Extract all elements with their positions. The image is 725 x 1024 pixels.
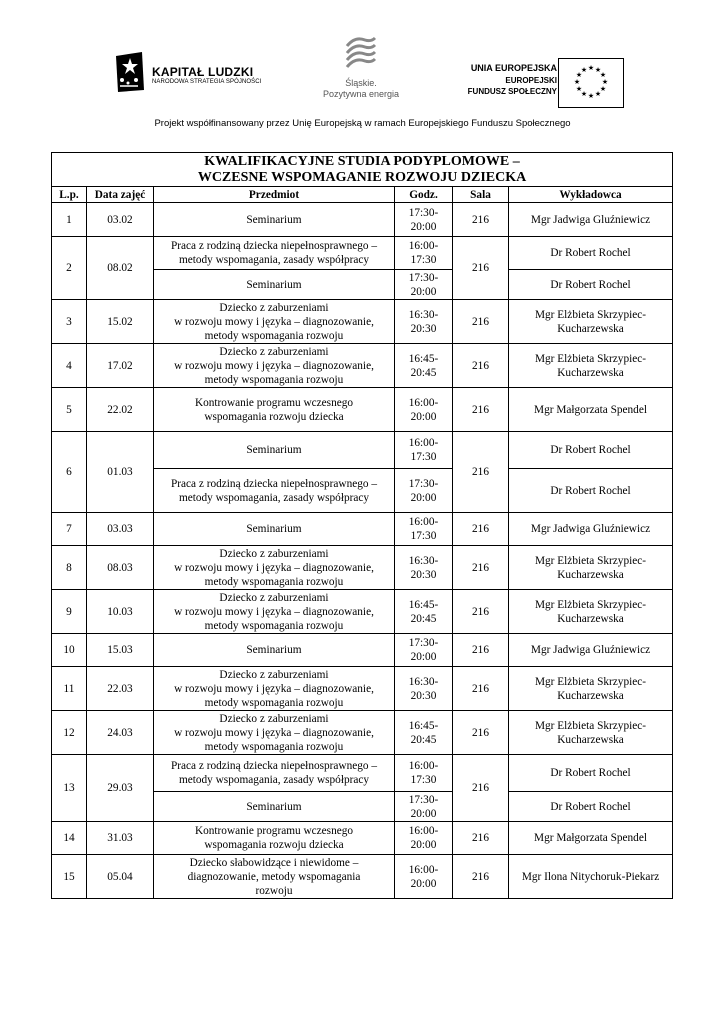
cell-hours: 16:00- 20:00	[395, 822, 453, 855]
table-row	[52, 237, 673, 270]
cell-hours: 16:45- 20:45	[395, 711, 453, 755]
cell-hours: 16:00- 20:00	[395, 855, 453, 899]
cell-lecturer: Dr Robert Rochel	[509, 792, 673, 822]
cell-lecturer: Mgr Elżbieta Skrzypiec- Kucharzewska	[509, 344, 673, 388]
cell-lp: 5	[52, 388, 87, 432]
slaskie-tagline: Pozytywna energia	[322, 89, 400, 99]
cell-date: 31.03	[87, 822, 154, 855]
svg-text:★: ★	[594, 66, 602, 74]
header-lecturer: Wykładowca	[509, 187, 673, 203]
slaskie-wave-icon	[341, 34, 381, 74]
cell-subject: Seminarium	[154, 270, 395, 300]
cell-lp: 3	[52, 300, 87, 344]
schedule-title-line2: WCZESNE WSPOMAGANIE ROZWOJU DZIECKA	[197, 170, 527, 185]
header-row	[52, 187, 673, 203]
cell-subject: Praca z rodziną dziecka niepełnosprawnego – metody wspomagania, zasady współpracy	[154, 237, 395, 270]
cell-room: 216	[453, 634, 509, 667]
cell-lecturer: Mgr Małgorzata Spendel	[509, 822, 673, 855]
cell-subject: Seminarium	[154, 432, 395, 469]
cell-hours: 16:30- 20:30	[395, 546, 453, 590]
kapital-ludzki-logo	[112, 48, 282, 96]
cell-lecturer: Mgr Jadwiga Gluźniewicz	[509, 634, 673, 667]
schedule-title	[52, 153, 673, 187]
cell-hours: 16:00- 17:30	[395, 432, 453, 469]
logo-bar	[0, 0, 725, 110]
svg-text:★: ★	[587, 64, 595, 72]
cell-hours: 17:30- 20:00	[395, 203, 453, 237]
cell-lp: 8	[52, 546, 87, 590]
svg-text:★: ★	[599, 85, 607, 93]
table-row	[52, 388, 673, 432]
cell-subject: Seminarium	[154, 792, 395, 822]
svg-text:★: ★	[580, 66, 588, 74]
header-lp: L.p.	[52, 187, 87, 203]
cell-hours: 16:00- 20:00	[395, 388, 453, 432]
cell-hours: 17:30- 20:00	[395, 270, 453, 300]
slaskie-name: Śląskie.	[345, 78, 377, 88]
svg-text:★: ★	[575, 71, 583, 79]
cell-date: 03.03	[87, 513, 154, 546]
cell-lecturer: Dr Robert Rochel	[509, 755, 673, 792]
table-row	[52, 344, 673, 388]
cell-lp: 9	[52, 590, 87, 634]
table-row	[52, 822, 673, 855]
svg-text:★: ★	[573, 78, 581, 86]
header-date: Data zajęć	[87, 187, 154, 203]
slaskie-logo	[316, 34, 406, 100]
eu-logo	[456, 58, 631, 108]
cell-lecturer: Mgr Małgorzata Spendel	[509, 388, 673, 432]
table-row	[52, 432, 673, 469]
cell-lecturer: Dr Robert Rochel	[509, 432, 673, 469]
cell-room: 216	[453, 203, 509, 237]
cell-lecturer: Mgr Elżbieta Skrzypiec- Kucharzewska	[509, 546, 673, 590]
cell-lp: 15	[52, 855, 87, 899]
table-row	[52, 667, 673, 711]
cell-date: 29.03	[87, 755, 154, 822]
cell-room: 216	[453, 590, 509, 634]
cell-room: 216	[453, 711, 509, 755]
cell-lp: 1	[52, 203, 87, 237]
cell-room: 216	[453, 300, 509, 344]
cell-lp: 4	[52, 344, 87, 388]
cell-hours: 17:30- 20:00	[395, 634, 453, 667]
cell-date: 15.02	[87, 300, 154, 344]
table-row	[52, 203, 673, 237]
cell-lecturer: Dr Robert Rochel	[509, 469, 673, 513]
cell-lecturer: Mgr Elżbieta Skrzypiec- Kucharzewska	[509, 590, 673, 634]
cell-date: 10.03	[87, 590, 154, 634]
cell-lecturer: Dr Robert Rochel	[509, 237, 673, 270]
cell-hours: 16:30- 20:30	[395, 667, 453, 711]
cell-date: 24.03	[87, 711, 154, 755]
cell-hours: 16:45- 20:45	[395, 590, 453, 634]
cell-lp: 6	[52, 432, 87, 513]
eu-flag-icon	[558, 58, 624, 108]
cell-subject: Seminarium	[154, 634, 395, 667]
cell-subject: Dziecko z zaburzeniami w rozwoju mowy i języka – diagnozowanie, metody wspomagania rozwoju	[154, 711, 395, 755]
cell-lecturer: Mgr Elżbieta Skrzypiec- Kucharzewska	[509, 300, 673, 344]
cell-date: 05.04	[87, 855, 154, 899]
cell-subject: Dziecko z zaburzeniami w rozwoju mowy i języka – diagnozowanie, metody wspomagania rozwoju	[154, 300, 395, 344]
cell-lecturer: Mgr Elżbieta Skrzypiec- Kucharzewska	[509, 667, 673, 711]
cell-room: 216	[453, 822, 509, 855]
schedule-title-line1: KWALIFIKACYJNE STUDIA PODYPLOMOWE –	[204, 154, 520, 169]
cell-room: 216	[453, 855, 509, 899]
cell-subject: Dziecko z zaburzeniami w rozwoju mowy i języka – diagnozowanie, metody wspomagania rozwoju	[154, 590, 395, 634]
kapital-ludzki-subtitle: NARODOWA STRATEGIA SPÓJNOŚCI	[152, 79, 262, 85]
cell-room: 216	[453, 344, 509, 388]
schedule-table	[51, 152, 673, 899]
table-row	[52, 513, 673, 546]
cell-lecturer: Mgr Jadwiga Gluźniewicz	[509, 513, 673, 546]
cell-lecturer: Mgr Elżbieta Skrzypiec- Kucharzewska	[509, 711, 673, 755]
cell-subject: Praca z rodziną dziecka niepełnosprawnego – metody wspomagania, zasady współpracy	[154, 755, 395, 792]
cell-subject: Kontrowanie programu wczesnego wspomagania rozwoju dziecka	[154, 822, 395, 855]
cell-lp: 14	[52, 822, 87, 855]
cell-subject: Praca z rodziną dziecka niepełnosprawnego – metody wspomagania, zasady współpracy	[154, 469, 395, 513]
cell-subject: Dziecko z zaburzeniami w rozwoju mowy i języka – diagnozowanie, metody wspomagania rozwoju	[154, 344, 395, 388]
cell-lp: 7	[52, 513, 87, 546]
cell-date: 22.02	[87, 388, 154, 432]
table-row	[52, 855, 673, 899]
svg-text:★: ★	[575, 85, 583, 93]
header-subject: Przedmiot	[154, 187, 395, 203]
cell-subject: Dziecko słabowidzące i niewidome – diagnozowanie, metody wspomagania rozwoju	[154, 855, 395, 899]
cell-subject: Dziecko z zaburzeniami w rozwoju mowy i języka – diagnozowanie, metody wspomagania rozwoju	[154, 546, 395, 590]
cell-date: 17.02	[87, 344, 154, 388]
cell-subject: Seminarium	[154, 203, 395, 237]
svg-text:★: ★	[601, 78, 609, 86]
cell-lecturer: Mgr Jadwiga Gluźniewicz	[509, 203, 673, 237]
svg-text:★: ★	[580, 90, 588, 98]
cell-subject: Seminarium	[154, 513, 395, 546]
cell-room: 216	[453, 755, 509, 822]
cell-room: 216	[453, 513, 509, 546]
table-row	[52, 755, 673, 792]
cell-date: 01.03	[87, 432, 154, 513]
cell-hours: 16:00- 17:30	[395, 755, 453, 792]
cell-room: 216	[453, 667, 509, 711]
cell-hours: 17:30- 20:00	[395, 792, 453, 822]
cell-hours: 16:00- 17:30	[395, 513, 453, 546]
cell-date: 15.03	[87, 634, 154, 667]
cell-room: 216	[453, 546, 509, 590]
cell-room: 216	[453, 432, 509, 513]
kapital-ludzki-title: KAPITAŁ LUDZKI	[152, 65, 254, 79]
cell-room: 216	[453, 388, 509, 432]
cell-room: 216	[453, 237, 509, 300]
cell-lp: 2	[52, 237, 87, 300]
table-row	[52, 546, 673, 590]
eu-line2: EUROPEJSKI	[505, 76, 557, 85]
cell-date: 22.03	[87, 667, 154, 711]
svg-text:★: ★	[594, 90, 602, 98]
eu-line1: UNIA EUROPEJSKA	[470, 63, 557, 73]
schedule-body	[52, 203, 673, 899]
header-room: Sala	[453, 187, 509, 203]
cell-lecturer: Mgr Ilona Nitychoruk-Piekarz	[509, 855, 673, 899]
cell-hours: 16:00- 17:30	[395, 237, 453, 270]
svg-text:★: ★	[599, 71, 607, 79]
cell-hours: 17:30- 20:00	[395, 469, 453, 513]
header-hours: Godz.	[395, 187, 453, 203]
cell-lp: 10	[52, 634, 87, 667]
table-row	[52, 300, 673, 344]
cell-date: 08.02	[87, 237, 154, 300]
table-row	[52, 590, 673, 634]
table-row	[52, 634, 673, 667]
svg-text:★: ★	[587, 92, 595, 100]
cell-date: 03.02	[87, 203, 154, 237]
cofinancing-note: Projekt współfinansowany przez Unię Europejską w ramach Europejskiego Funduszu Społecznego	[154, 118, 571, 129]
cell-date: 08.03	[87, 546, 154, 590]
cell-lecturer: Dr Robert Rochel	[509, 270, 673, 300]
cell-subject: Dziecko z zaburzeniami w rozwoju mowy i języka – diagnozowanie, metody wspomagania rozwoju	[154, 667, 395, 711]
cell-hours: 16:30- 20:30	[395, 300, 453, 344]
cell-subject: Kontrowanie programu wczesnego wspomagania rozwoju dziecka	[154, 388, 395, 432]
kapital-ludzki-emblem-icon	[112, 50, 148, 94]
table-row	[52, 711, 673, 755]
cell-hours: 16:45- 20:45	[395, 344, 453, 388]
eu-line3: FUNDUSZ SPOŁECZNY	[467, 87, 557, 96]
cell-lp: 12	[52, 711, 87, 755]
cell-lp: 11	[52, 667, 87, 711]
cell-lp: 13	[52, 755, 87, 822]
